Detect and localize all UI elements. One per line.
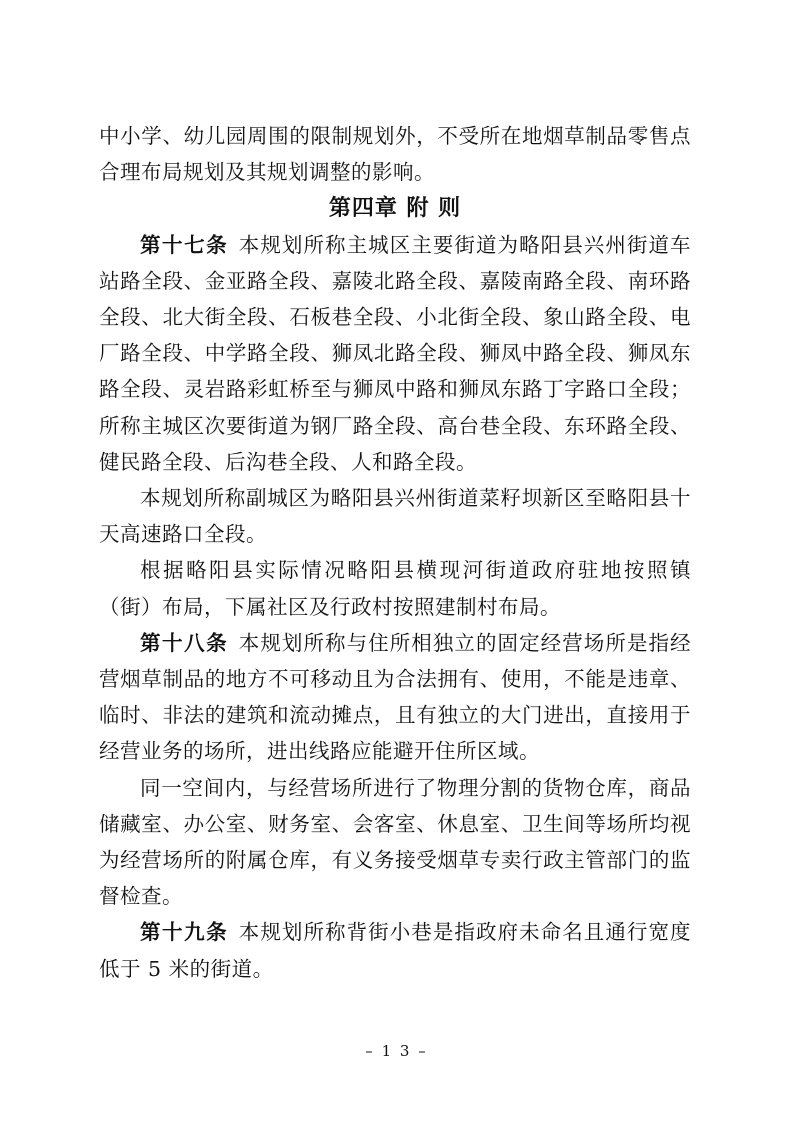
- article-19-text: 本规划所称背街小巷是指政府未命名且通行宽度低于 5 米的街道。: [99, 920, 692, 981]
- document-body: [99, 118, 691, 987]
- article-18-paragraph: [99, 625, 691, 770]
- paragraph-text: 中小学、幼儿园周围的限制规划外，不受所在地烟草制品零售点合理布局规划及其规划调整的影响。: [99, 124, 691, 185]
- warehouse-paragraph: [99, 770, 691, 915]
- continued-paragraph: [99, 118, 691, 190]
- article-19-paragraph: [99, 914, 691, 986]
- paragraph-text: 根据略阳县实际情况略阳县横现河街道政府驻地按照镇（街）布局，下属社区及行政村按照建制村布局。: [99, 558, 691, 619]
- article-17-paragraph: [99, 227, 691, 480]
- article-18-text: 本规划所称与住所相独立的固定经营场所是指经营烟草制品的地方不可移动且为合法拥有、使用，不能是违章、临时、非法的建筑和流动摊点，且有独立的大门进出，直接用于经营业务的场所，进出线路应能避开住所区域。: [99, 630, 692, 764]
- chapter-heading: 第四章 附 则: [328, 195, 462, 222]
- article-17-text: 本规划所称主城区主要街道为略阳县兴州街道车站路全段、金亚路全段、嘉陵北路全段、嘉陵南路全段、南环路全段、北大街全段、石板巷全段、小北街全段、象山路全段、电厂路全段、中学路全段、狮凤北路全段、狮凤中路全段、狮凤东路全段、灵岩路彩虹桥至与狮凤中路和狮凤东路丁字路口全段；所称主城区次要街道为钢厂路全段、高台巷全段、东环路全段、健民路全段、后沟巷全段、人和路全段。: [99, 232, 692, 474]
- layout-paragraph: [99, 552, 691, 624]
- paragraph-text: 同一空间内，与经营场所进行了物理分割的货物仓库，商品储藏室、办公室、财务室、会客室、休息室、卫生间等场所均视为经营场所的附属仓库，有义务接受烟草专卖行政主管部门的监督检查。: [99, 775, 691, 909]
- sub-city-paragraph: [99, 480, 691, 552]
- page-number: – 1 3 –: [365, 1042, 428, 1060]
- article-18-label: 第十八条: [140, 630, 229, 655]
- article-19-label: 第十九条: [140, 920, 229, 945]
- paragraph-text: 本规划所称副城区为略阳县兴州街道菜籽坝新区至略阳县十天高速路口全段。: [99, 486, 691, 547]
- article-17-label: 第十七条: [140, 232, 229, 257]
